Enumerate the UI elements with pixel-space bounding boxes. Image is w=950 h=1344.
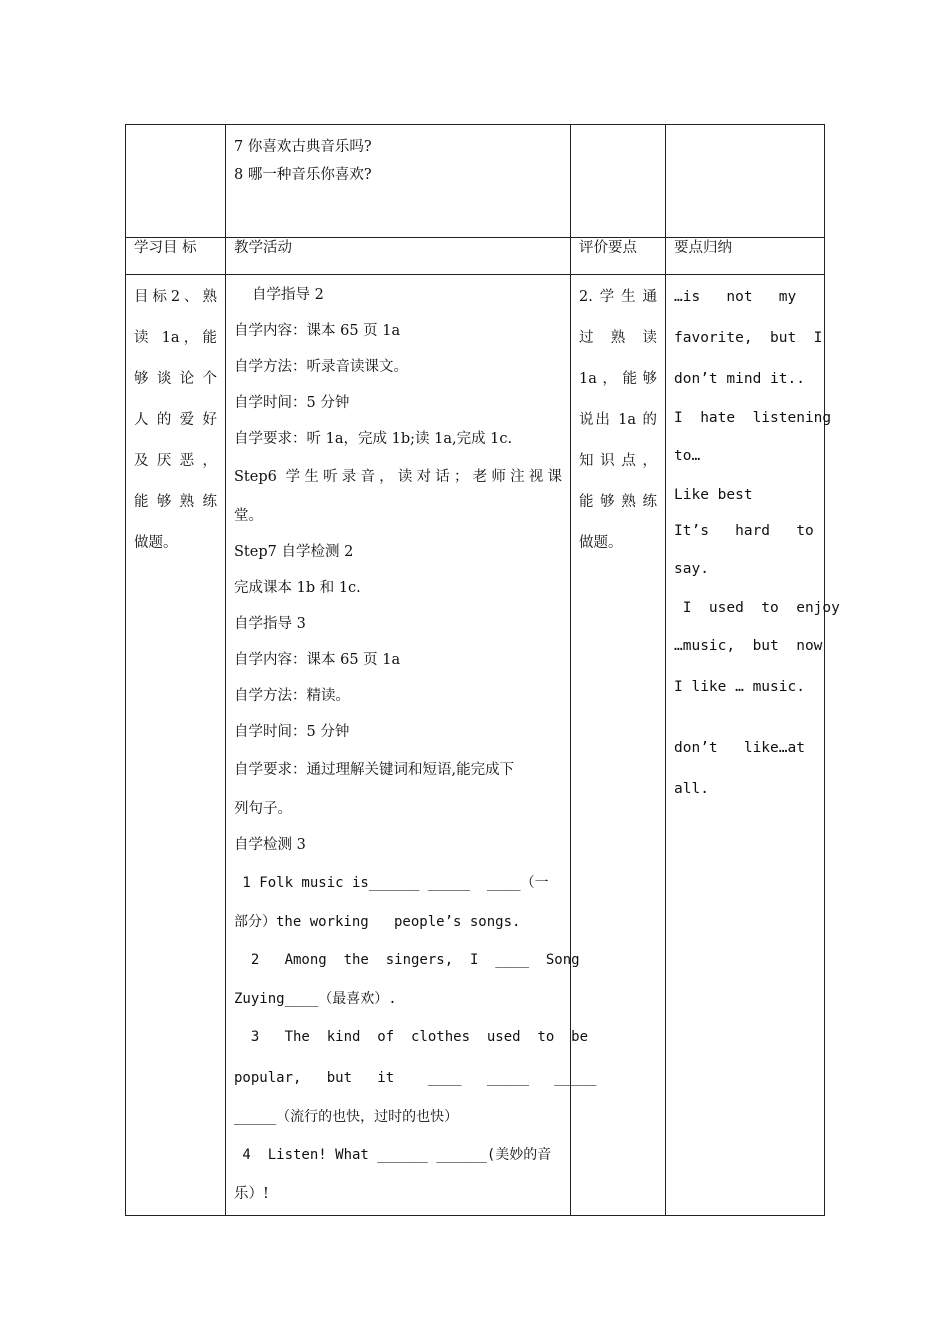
evaluation-line: 2.学生通 [579,289,657,305]
summary-line: Like best [674,487,753,503]
question-8: 8 哪一种音乐你喜欢? [234,167,372,183]
goal-line: 做题。 [134,535,178,551]
activity-line: 自学要求：通过理解关键词和短语,能完成下 [234,762,515,778]
top-goal-cell [126,125,226,238]
summary-cell [666,275,840,1216]
question-7: 7 你喜欢古典音乐吗? [234,139,372,155]
goal-line: 人的爱好 [134,412,217,428]
evaluation-line: 做题。 [579,535,623,551]
evaluation-line: 知识点， [579,453,657,469]
exercise-line: _____（流行的也快，过时的也快） [234,1109,459,1125]
goal-line: 够谈论个 [134,371,217,387]
evaluation-line: 过熟读 [579,330,657,346]
summary-spacer [674,708,816,728]
top-summary-cell [666,125,825,238]
summary-line: I used to enjoy [674,600,840,616]
summary-line: It’s hard to [674,523,814,539]
lesson-plan-table [125,124,840,1216]
top-eval-cell [571,125,666,238]
exercise-line: popular, but it ____ _____ _____ [234,1070,597,1086]
activity-line: 自学要求：听 1a，完成 1b;读 1a,完成 1c. [234,431,513,447]
goal-line: 能够熟练 [134,494,217,510]
summary-line: don’t like…at [674,740,805,756]
activity-line: 自学指导 2 [252,287,324,303]
header-goal: 学习目 标 [126,238,226,275]
activity-line: 自学指导 3 [234,616,306,632]
activity-line: Step7 自学检测 2 [234,544,354,560]
activity-line: 自学时间：5 分钟 [234,395,350,411]
goal-cell [126,275,226,1216]
activity-line: 自学方法：听录音读课文。 [234,359,408,375]
exercise-line: 部分）the working people’s songs. [234,914,521,930]
goal-line: 目标2、熟 [134,289,217,305]
summary-line: to… [674,448,701,464]
goal-line: 及厌恶， [134,453,217,469]
activity-line: 自学时间：5 分钟 [234,724,350,740]
header-row [126,238,825,275]
summary-line: say. [674,561,709,577]
summary-line: …music, but now [674,638,823,654]
activity-line: Step6 学生听录音，读对话；老师注视课 [234,469,562,485]
header-activity: 教学活动 [226,238,571,275]
activity-cell [226,275,597,1216]
evaluation-line: 能够熟练 [579,494,657,510]
goal-line: 读 1a，能 [134,330,217,346]
summary-line: favorite, but I [674,330,823,346]
top-activity-cell [226,125,571,238]
exercise-line: 1 Folk music is______ _____ ____（一 [234,875,549,891]
activity-line: 堂。 [234,508,263,524]
evaluation-line: 说出 1a 的 [579,412,657,428]
summary-line: I like … music. [674,679,805,695]
exercise-line: 2 Among the singers, I ____ Song [234,952,580,968]
activity-line: 完成课本 1b 和 1c. [234,580,361,596]
summary-line: …is not my [674,289,797,305]
activity-line: 自学内容：课本 65 页 1a [234,323,401,339]
activity-line: 列句子。 [234,801,292,817]
exercise-line: 4 Listen! What ______ ______(美妙的音 [234,1147,552,1163]
activity-line: 自学方法：精读。 [234,688,350,704]
activity-line: 自学内容：课本 65 页 1a [234,652,401,668]
header-summary: 要点归纳 [666,238,825,275]
summary-line: I hate listening [674,410,832,426]
activity-line: 自学检测 3 [234,837,306,853]
exercise-line: Zuying____（最喜欢）. [234,991,397,1007]
top-row [126,125,825,238]
evaluation-line: 1a，能够 [579,371,657,387]
content-row [126,275,825,1216]
header-evaluation: 评价要点 [571,238,666,275]
exercise-line: 乐）! [234,1186,269,1202]
summary-line: all. [674,781,709,797]
summary-line: don’t mind it.. [674,371,805,387]
exercise-line: 3 The kind of clothes used to be [234,1029,589,1045]
